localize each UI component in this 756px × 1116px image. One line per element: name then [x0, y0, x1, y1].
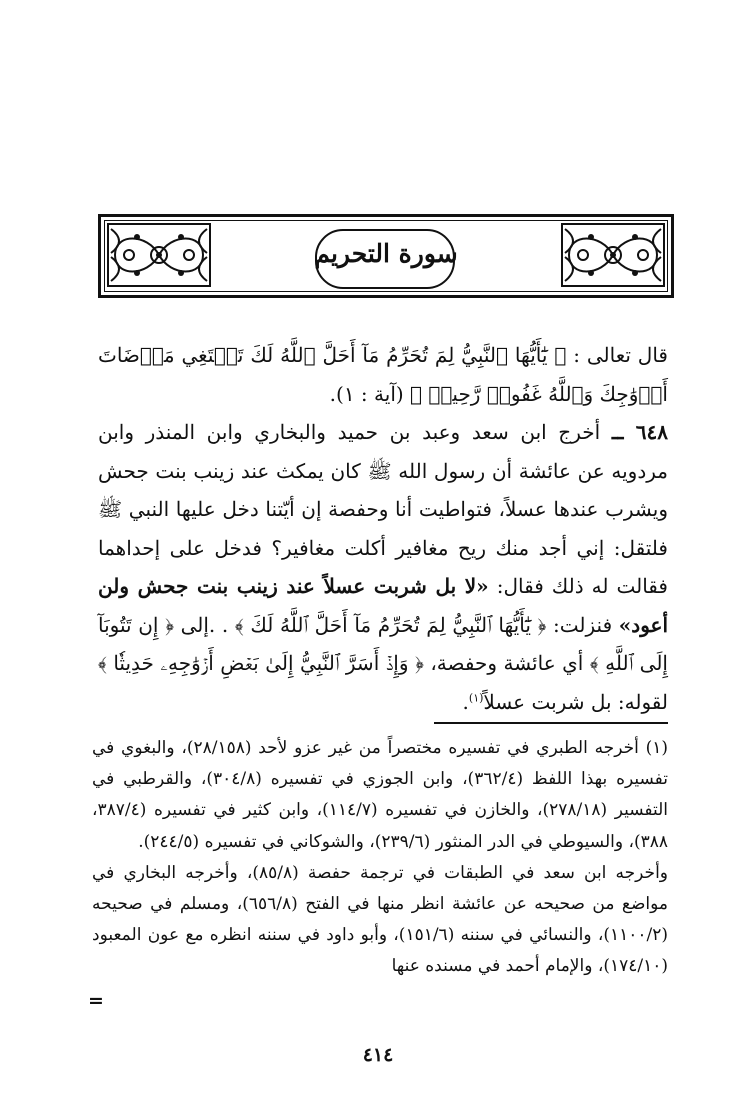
intro-label: قال تعالى :: [566, 343, 668, 367]
quran-verse-2: ﴿ يَٰٓأَيُّهَا ٱلنَّبِيُّ لِمَ تُحَرِّمُ مَآ أَحَلَّ ٱللَّهُ لَكَ ﴾: [234, 612, 547, 637]
hadith-number: ٦٤٨ ــ: [611, 420, 668, 444]
footnote-paragraph-2: [92, 858, 668, 983]
footnote: [92, 733, 668, 983]
continuation-mark: =: [88, 990, 104, 1012]
end-period: .: [462, 689, 469, 714]
hadith-paragraph: [98, 413, 668, 721]
surah-title-banner: [98, 214, 674, 298]
hadith-text-5: لقوله: بل شربت عسلاً: [483, 689, 668, 714]
footnote-text-1: أخرجه الطبري في تفسيره مختصراً من غير عزو لأحد (٢٨/١٥٨)، والبغوي في تفسيره بهذا اللفظ (٣٦٢/٤)، وابن الجوزي في تفسيره (٣٠٤/٨)، والقرطبي في التفسير (٢٧٨/١٨)، والخازن في تفسيره (١١٤/٧)، وابن كثير في تفسيره (٣٨٧/٤، ٣٨٨)، والسيوطي في الدر المنثور (٢٣٩/٦)، والشوكاني في تفسيره (٢٤٤/٥).: [92, 738, 668, 852]
right-ornament-icon: [561, 223, 665, 287]
hadith-text-1: أخرج ابن سعد وعبد بن حميد والبخاري وابن المنذر وابن مردويه عن عائشة أن رسول الله ﷺ كان يمكث عند زينب بنت جحش ويشرب عندها عسلاً، فتواطيت أنا وحفصة إن أيّتنا دخل عليها النبي ﷺ فلتقل: إني أجد منك ريح مغافير أكلت مغافير؟ فدخل على إحداهما فقالت له ذلك فقال:: [98, 420, 668, 598]
hadith-quote: «لا بل شربت عسلاً عند زينب بنت جحش ولن أعود»: [98, 574, 669, 637]
footnote-marker: (١): [645, 738, 668, 758]
surah-title: سورة التحريم: [314, 239, 458, 268]
left-ornament-icon: [107, 223, 211, 287]
verse-intro-paragraph: [98, 336, 668, 413]
main-text: [98, 336, 668, 721]
hadith-text-3: . .إلى: [173, 612, 235, 637]
quran-verse-3: ﴿ إِن تَتُوبَآ إِلَى ٱللَّهِ ﴾: [98, 612, 668, 675]
ayah-reference: (آية : ١).: [329, 381, 411, 406]
footnote-paragraph-1: [92, 733, 668, 858]
quran-verse-4: ﴿ وَإِذۡ أَسَرَّ ٱلنَّبِيُّ إِلَىٰ بَعۡضِ أَزۡوَٰجِهِۦ حَدِيثٗا ﴾: [98, 651, 424, 675]
footnote-reference: (١): [468, 690, 484, 704]
footnote-text-2: وأخرجه ابن سعد في الطبقات في ترجمة حفصة (٨٥/٨)، وأخرجه البخاري في مواضع من صحيحه عن عائشة انظر منها في الفتح (٦٥٦/٨)، ومسلم في صحيحه (١١٠٠/٢)، والنسائي في سننه (١٥١/٦)، وأبو داود في سننه انظره مع عون المعبود (١٧٤/١٠)، والإمام أحمد في مسنده عنها: [92, 862, 668, 977]
page-number: ٤١٤: [362, 1044, 394, 1066]
hadith-text-4: أي عائشة وحفصة،: [423, 651, 590, 675]
quran-verse-1: ﴿ يَٰٓأَيُّهَا ٱلنَّبِيُّ لِمَ تُحَرِّمُ مَآ أَحَلَّ ٱللَّهُ لَكَ تَبۡتَغِي مَرۡضَاتَ أَزۡوَٰجِكَ وَٱللَّهُ غَفُورٞ رَّحِيمٞ ﴾: [98, 343, 668, 406]
hadith-text-2: فنزلت:: [546, 612, 619, 637]
footnote-separator: [434, 722, 668, 724]
